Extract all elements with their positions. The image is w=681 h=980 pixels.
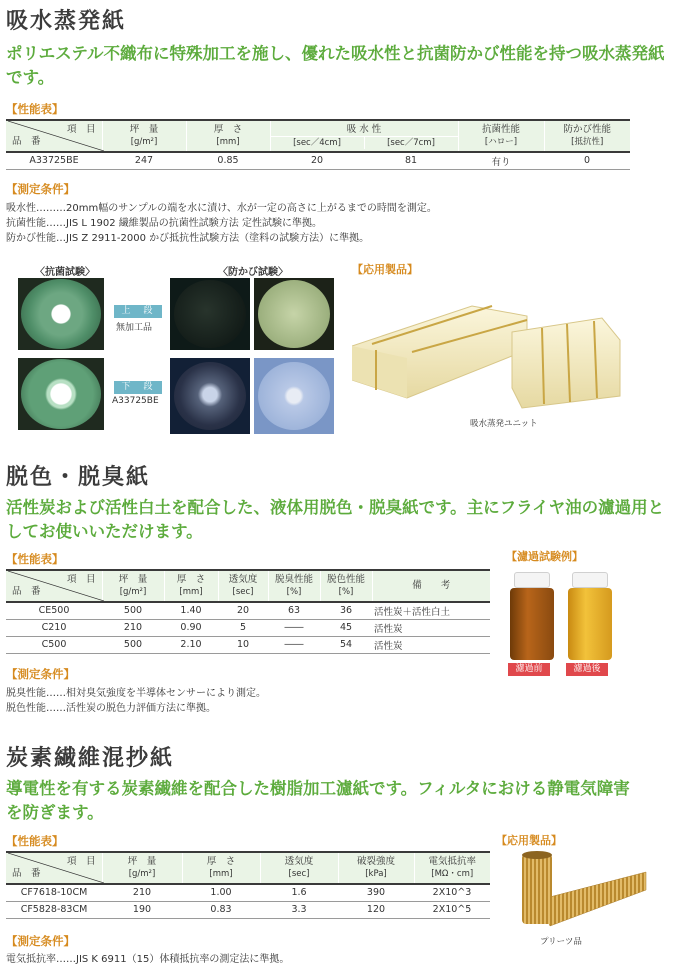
cell: 20 [270, 152, 364, 169]
cell: 0.83 [182, 901, 260, 918]
bottle-after [568, 572, 612, 660]
cell: 120 [338, 901, 414, 918]
cell-product: CF5828-83CM [6, 901, 102, 918]
section-subtitle-decolor: 活性炭および活性白土を配合した、液体用脱色・脱臭紙です。主にフライヤ油の濾過用としてお使いいただけます。 [6, 498, 665, 541]
cell: 有り [458, 152, 544, 169]
cell: 500 [102, 636, 164, 653]
spec-table-label: 【性能表】 [6, 102, 64, 116]
header-cell: 坪 量 [118, 574, 148, 585]
table-row [6, 152, 630, 169]
spec-table-label: 【性能表】 [6, 552, 64, 566]
conditions-label: 【測定条件】 [6, 934, 75, 948]
header-unit: [sec] [288, 869, 310, 879]
header-unit: [mm] [209, 869, 233, 879]
cell: 500 [102, 602, 164, 619]
before-label: 濾過前 [508, 663, 550, 676]
condition-line: 脱臭性能……相対臭気強度を半導体センサーにより測定。 [6, 688, 266, 699]
evaporation-unit-caption: 吸水蒸発ユニット [470, 419, 538, 429]
header-item: 項 目 [66, 856, 96, 867]
cell: 0.85 [186, 152, 270, 169]
pleated-product-caption: プリーツ品 [540, 937, 582, 947]
antibacterial-test-label: 〈抗菌試験〉 [35, 267, 95, 278]
cell: 2.10 [164, 636, 218, 653]
table-row [6, 636, 490, 653]
condition-line: 抗菌性能……JIS L 1902 繊維製品の抗菌性試験方法 定性試験に準拠。 [6, 218, 322, 229]
section-title-carbon: 炭素繊維混抄紙 [6, 746, 175, 771]
header-unit: [sec／4cm] [293, 137, 341, 148]
header-unit: [g/m²] [119, 587, 147, 597]
cell: 2X10^5 [414, 901, 490, 918]
cell: 1.00 [182, 884, 260, 901]
header-unit: [抵抗性] [571, 137, 604, 147]
lower-sub-label: A33725BE [112, 396, 159, 406]
section-subtitle-absorbent: ポリエステル不織布に特殊加工を施し、優れた吸水性と抗菌防かび性能を持つ吸水蒸発紙です。 [6, 44, 665, 87]
cell: 36 [320, 602, 372, 619]
header-cell: 破裂強度 [356, 856, 395, 867]
header-unit: [mm] [179, 587, 203, 597]
condition-line: 脱色性能……活性炭の脱色力評価方法に準拠。 [6, 703, 216, 714]
cell: 54 [320, 636, 372, 653]
section-title-decolor: 脱色・脱臭紙 [6, 465, 151, 490]
spec-table-carbon [6, 851, 490, 919]
cell: ―― [268, 636, 320, 653]
header-cell: 透気度 [228, 574, 258, 585]
cell: 2X10^3 [414, 884, 490, 901]
lower-tag: 下 段 [114, 381, 162, 394]
cell: 63 [268, 602, 320, 619]
cell-product: C210 [6, 619, 102, 636]
condition-line: 吸水性………20mm幅のサンプルの端を水に漬け、水が一定の高さに上がるまでの時間を測定。 [6, 203, 437, 214]
cell: 210 [102, 619, 164, 636]
cell-product: CF7618-10CM [6, 884, 102, 901]
header-unit: [kPa] [365, 869, 387, 879]
header-unit: [g/m²] [128, 869, 156, 879]
cell: 0.90 [164, 619, 218, 636]
header-cell: 抗菌性能 [481, 124, 520, 135]
cell: 247 [102, 152, 186, 169]
cell: 210 [102, 884, 182, 901]
header-unit: [sec／7cm] [364, 137, 458, 149]
antimold-photo-upper-left [170, 278, 250, 350]
spec-table-absorbent [6, 119, 630, 170]
condition-line: 電気抵抗率……JIS K 6911（15）体積抵抗率の測定法に準拠。 [6, 954, 290, 965]
cell: 5 [218, 619, 268, 636]
applied-product-label-carbon: 【応用製品】 [496, 834, 562, 847]
header-unit: [%] [286, 587, 302, 597]
header-cell: 坪 量 [127, 856, 157, 867]
header-cell: 透気度 [284, 856, 314, 867]
cell: 0 [544, 152, 630, 169]
header-unit: [ハロー] [484, 137, 518, 147]
evaporation-unit-photo [352, 288, 652, 416]
header-cell: 脱色性能 [326, 574, 365, 585]
header-cell: 防かび性能 [563, 124, 611, 135]
section-title-absorbent: 吸水蒸発紙 [6, 9, 127, 34]
header-unit: [g/m²] [130, 137, 158, 147]
header-cell: 脱臭性能 [274, 574, 313, 585]
upper-tag: 上 段 [114, 305, 162, 318]
header-unit: [%] [338, 587, 354, 597]
cell-product: A33725BE [6, 152, 102, 169]
header-product: 品 番 [12, 586, 41, 597]
cell: ―― [268, 619, 320, 636]
header-cell: 厚 さ [213, 124, 243, 135]
header-unit: [mm] [216, 137, 240, 147]
conditions-label: 【測定条件】 [6, 182, 75, 196]
condition-line: 防かび性能…JIS Z 2911-2000 かび抵抗性試験方法（塗料の試験方法）に準拠。 [6, 233, 370, 244]
header-cell: 電気抵抗率 [428, 856, 476, 867]
header-cell: 吸 水 性 [271, 124, 458, 137]
cell-product: C500 [6, 636, 102, 653]
cell: 190 [102, 901, 182, 918]
cell-note: 活性炭＋活性白土 [372, 602, 490, 619]
table-row [6, 619, 490, 636]
header-item: 項 目 [66, 124, 96, 135]
section-subtitle-carbon: 導電性を有する炭素繊維を配合した樹脂加工濾紙です。フィルタにおける静電気障害を防ぎます。 [6, 779, 630, 822]
header-cell: 厚 さ [206, 856, 236, 867]
bottle-before [510, 572, 554, 660]
filter-test-label: 【濾過試験例】 [506, 550, 583, 563]
applied-product-label: 【応用製品】 [352, 263, 418, 276]
header-cell: 坪 量 [129, 124, 159, 135]
cell-product: CE500 [6, 602, 102, 619]
cell: 1.6 [260, 884, 338, 901]
cell-note: 活性炭 [372, 619, 490, 636]
header-product: 品 番 [12, 136, 41, 147]
cell: 45 [320, 619, 372, 636]
header-product: 品 番 [12, 868, 41, 879]
header-unit: [sec] [232, 587, 254, 597]
after-label: 濾過後 [566, 663, 608, 676]
header-cell: 厚 さ [176, 574, 206, 585]
table-row [6, 901, 490, 918]
antibacterial-photo-upper [18, 278, 104, 350]
cell: 20 [218, 602, 268, 619]
pleated-product-photo [498, 850, 648, 932]
antimold-photo-lower-right [254, 358, 334, 434]
antimold-test-label: 〈防かび試験〉 [218, 267, 288, 278]
cell: 1.40 [164, 602, 218, 619]
spec-table-decolor [6, 569, 490, 654]
header-item: 項 目 [66, 574, 96, 585]
conditions-label: 【測定条件】 [6, 667, 75, 681]
antimold-photo-upper-right [254, 278, 334, 350]
cell: 81 [364, 152, 458, 169]
table-row [6, 602, 490, 619]
antibacterial-photo-lower [18, 358, 104, 430]
cell-note: 活性炭 [372, 636, 490, 653]
table-row [6, 884, 490, 901]
cell: 10 [218, 636, 268, 653]
antimold-photo-lower-left [170, 358, 250, 434]
cell: 3.3 [260, 901, 338, 918]
cell: 390 [338, 884, 414, 901]
header-cell: 備 考 [412, 580, 451, 591]
spec-table-label: 【性能表】 [6, 834, 64, 848]
header-unit: [MΩ・cm] [431, 869, 474, 879]
upper-sub-label: 無加工品 [116, 323, 153, 333]
